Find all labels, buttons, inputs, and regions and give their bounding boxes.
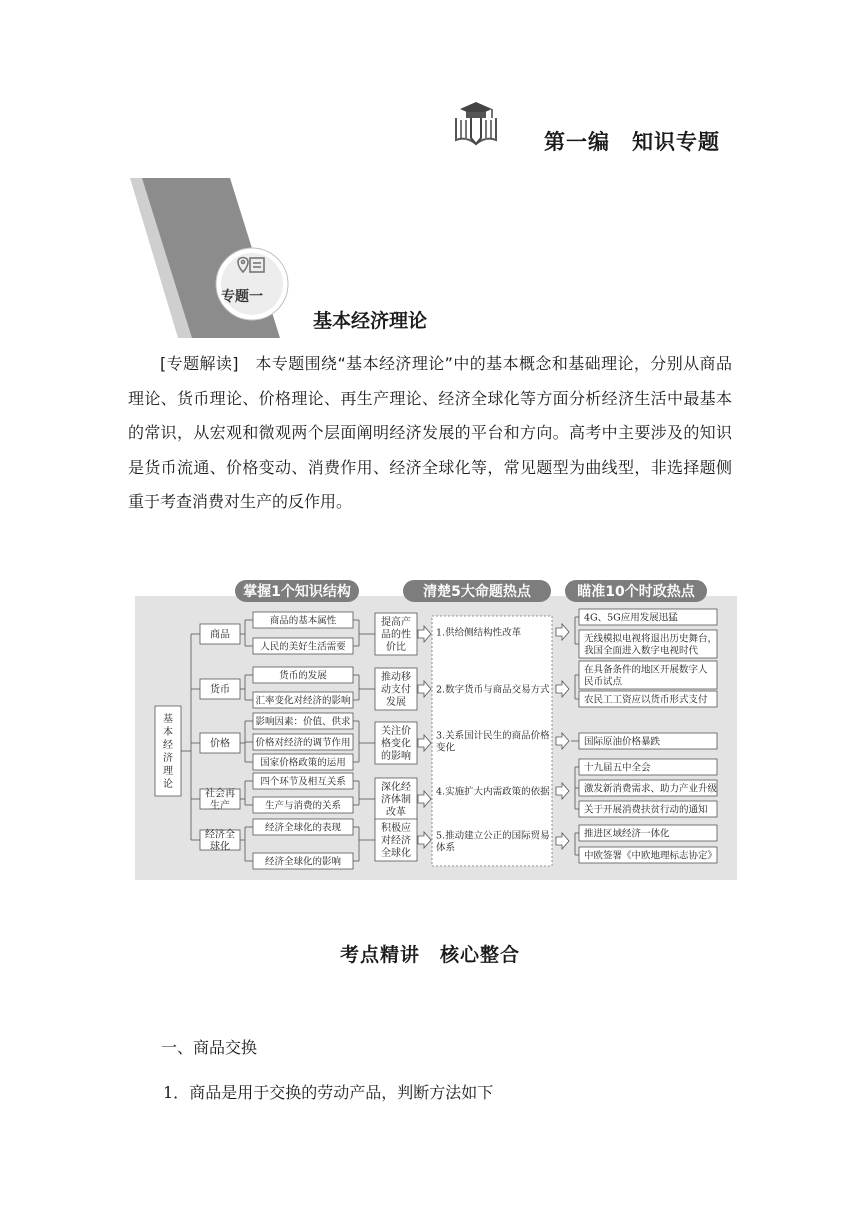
mindmap-effect-label: 推动移 bbox=[381, 672, 411, 684]
heading-commodity-exchange: 一、商品交换 bbox=[161, 1038, 258, 1057]
mindmap-effect-label: 济体制 bbox=[381, 794, 411, 806]
topic-title: 基本经济理论 bbox=[313, 310, 428, 332]
mindmap-event-label: 国际原油价格暴跌 bbox=[584, 736, 661, 748]
mindmap-item-label: 经济全球化的表现 bbox=[264, 822, 342, 834]
mindmap-item-label: 人民的美好生活需要 bbox=[260, 641, 346, 653]
mindmap-hotspot-label: 变化 bbox=[436, 742, 456, 754]
mindmap-effect-label: 的影响 bbox=[381, 751, 411, 763]
mindmap-header-label: 瞄准10个时政热点 bbox=[577, 584, 695, 600]
intro-label: [专题解读] bbox=[160, 354, 239, 373]
mindmap-event-label: 在具备条件的地区开展数字人 bbox=[584, 664, 708, 676]
mindmap-effect-label: 品的性 bbox=[381, 629, 411, 641]
section-heading: 考点精讲 核心整合 bbox=[339, 944, 520, 966]
mindmap-hotspot-label: 3.关系国计民生的商品价格 bbox=[436, 730, 550, 742]
mindmap-root-label: 基 bbox=[163, 714, 173, 726]
mindmap-hotspot-label: 体系 bbox=[436, 842, 456, 854]
mindmap-branch-label: 社会再 bbox=[205, 788, 235, 800]
mindmap-event-label: 我国全面进入数字电视时代 bbox=[584, 645, 699, 657]
list-item-1 bbox=[163, 1080, 493, 1103]
mindmap-header-label: 清楚5大命题热点 bbox=[423, 584, 531, 600]
mindmap-root-label: 本 bbox=[163, 727, 173, 739]
mindmap-item-label: 商品的基本属性 bbox=[269, 615, 337, 627]
mindmap-branch-label: 货币 bbox=[210, 684, 230, 696]
mindmap-branch-label: 经济全 bbox=[205, 829, 235, 841]
part-title: 第一编 知识专题 bbox=[544, 130, 720, 154]
mindmap-item-label: 四个环节及相互关系 bbox=[260, 776, 346, 788]
mindmap-event-label: 中欧签署《中欧地理标志协定》 bbox=[584, 850, 718, 862]
mindmap-hotspot-label: 1.供给侧结构性改革 bbox=[436, 627, 522, 639]
mindmap-event-label: 农民工工资应以货币形式支付 bbox=[584, 694, 708, 706]
mindmap-root-label: 理 bbox=[163, 766, 173, 778]
mindmap-effect-label: 深化经 bbox=[381, 782, 411, 794]
mindmap-item-label: 生产与消费的关系 bbox=[264, 800, 342, 812]
mindmap-event-label: 关于开展消费扶贫行动的通知 bbox=[584, 804, 708, 816]
mindmap-root-label: 经 bbox=[163, 740, 173, 752]
mindmap-branch-label: 生产 bbox=[210, 800, 230, 812]
mindmap-item-label: 国家价格政策的运用 bbox=[260, 757, 346, 769]
mindmap-hotspot-label: 4.实施扩大内需政策的依据 bbox=[436, 786, 550, 798]
knowledge-mindmap bbox=[135, 578, 737, 880]
mindmap-item-label: 影响因素：价值、供求 bbox=[255, 716, 351, 728]
mindmap-header-label: 掌握1个知识结构 bbox=[243, 584, 351, 600]
mindmap-root-label: 济 bbox=[163, 753, 173, 765]
mindmap-effect-label: 提高产 bbox=[381, 617, 411, 629]
mindmap-item-label: 汇率变化对经济的影响 bbox=[255, 695, 351, 707]
mindmap-event-label: 推进区域经济一体化 bbox=[584, 828, 670, 840]
topic-banner bbox=[130, 178, 310, 338]
mindmap-event-label: 十九届五中全会 bbox=[584, 762, 651, 774]
mindmap-event-label: 激发新消费需求、助力产业升级 bbox=[584, 783, 718, 795]
mindmap-effect-label: 动支付 bbox=[381, 684, 411, 696]
mindmap-root-label: 论 bbox=[163, 779, 173, 791]
mindmap-branch-label: 球化 bbox=[210, 841, 230, 853]
mindmap-item-label: 经济全球化的影响 bbox=[264, 856, 342, 868]
mindmap-effect-label: 价比 bbox=[386, 642, 406, 654]
mindmap-effect-label: 格变化 bbox=[381, 738, 411, 750]
mindmap-item-label: 货币的发展 bbox=[279, 670, 327, 682]
mindmap-effect-label: 积极应 bbox=[381, 823, 411, 835]
intro-paragraph bbox=[128, 347, 732, 520]
mindmap-effect-label: 发展 bbox=[386, 697, 406, 709]
mindmap-event-label: 民币试点 bbox=[584, 676, 623, 688]
mindmap-hotspot-label: 5.推动建立公正的国际贸易 bbox=[436, 830, 550, 842]
mindmap-effect-label: 关注价 bbox=[381, 726, 411, 738]
mindmap-effect-label: 对经济 bbox=[381, 835, 411, 847]
mindmap-event-label: 4G、5G应用发展迅猛 bbox=[584, 612, 678, 624]
list-item-text: 商品是用于交换的劳动产品，判断方法如下 bbox=[189, 1083, 494, 1102]
mindmap-item-label: 价格对经济的调节作用 bbox=[255, 737, 351, 749]
mindmap-effect-label: 全球化 bbox=[381, 848, 411, 860]
mindmap-hotspot-label: 2.数字货币与商品交易方式 bbox=[436, 684, 550, 696]
mindmap-effect-label: 改革 bbox=[386, 807, 406, 819]
mindmap-event-label: 无线模拟电视将退出历史舞台， bbox=[584, 633, 718, 645]
mindmap-branch-label: 商品 bbox=[210, 629, 230, 641]
list-item-number: 1． bbox=[163, 1083, 190, 1102]
topic-badge: 专题一 bbox=[221, 289, 263, 305]
book-logo-icon bbox=[452, 100, 500, 150]
mindmap-branch-label: 价格 bbox=[210, 738, 230, 750]
intro-text: 本专题围绕“基本经济理论”中的基本概念和基础理论，分别从商品理论、货币理论、价格理论、再生产理论、经济全球化等方面分析经济生活中最基本的常识，从宏观和微观两个层面阐明经济发展的平台和方向。高考中主要涉及的知识是货币流通、价格变动、消费作用、经济全球化等，常见题型为曲线型，非选择题侧重于考查消费对生产的反作用。 bbox=[128, 354, 732, 511]
